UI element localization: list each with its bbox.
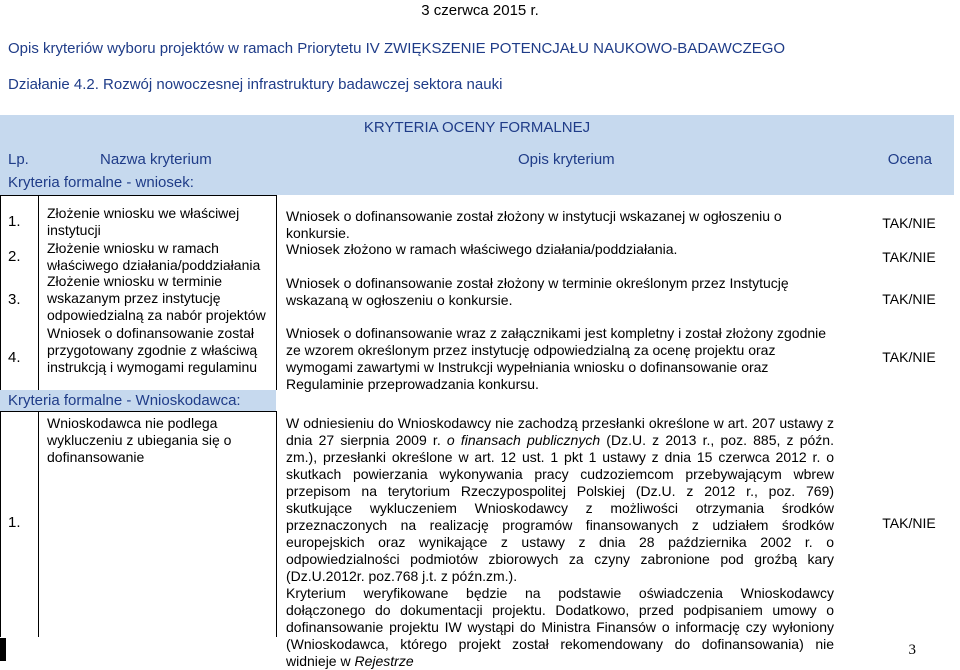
row-number: 4.	[8, 349, 21, 366]
criterion-name: Wnioskodawca nie podlega wykluczeniu z ubiegania się o dofinansowanie	[47, 415, 232, 465]
criterion-name: Złożenie wniosku we właściwej instytucji	[47, 205, 240, 238]
table-divider	[38, 411, 39, 637]
column-header-score: Ocena	[887, 151, 932, 168]
table-divider	[0, 195, 277, 196]
row-number: 2.	[8, 248, 21, 265]
table-divider	[0, 411, 277, 412]
criterion-name: Wniosek o dofinansowanie został przygotowany zgodnie z właściwą instrukcją i wymogami regulaminu	[47, 325, 258, 375]
table-divider	[0, 195, 1, 390]
criterion-description: Wniosek o dofinansowanie został złożony w terminie określonym przez Instytucję wskazaną w ogłoszeniu o konkursie.	[286, 275, 789, 308]
criterion-score: TAK/NIE	[882, 291, 936, 307]
section-label-applicant: Kryteria formalne - Wnioskodawca:	[8, 392, 241, 409]
criterion-description: Wniosek złożono w ramach właściwego działania/poddziałania.	[286, 241, 678, 257]
table-divider	[38, 195, 39, 390]
page-number: 3	[908, 642, 916, 658]
criterion-name: Złożenie wniosku w terminie wskazanym przez instytucję odpowiedzialną za nabór projektów	[47, 273, 266, 323]
section-label-application: Kryteria formalne - wniosek:	[8, 174, 194, 191]
description-italic-text: Rejestrze	[354, 653, 414, 669]
document-date: 3 czerwca 2015 r.	[421, 2, 539, 19]
row-number: 1.	[8, 514, 21, 531]
criterion-score: TAK/NIE	[882, 215, 936, 231]
criterion-score: TAK/NIE	[882, 249, 936, 265]
criterion-score: TAK/NIE	[882, 515, 936, 531]
table-divider	[0, 411, 1, 637]
criterion-description	[286, 415, 834, 670]
description-text: Kryterium weryfikowane będzie na podstawie oświadczenia Wnioskodawcy dołączonego do dokumentacji projektu. Dodatkowo, przed podpisaniem umowy o dofinansowanie projektu IW wystąpi do Ministra Finansów o informację czy wyłoniony (Wnioskodawca, którego projekt został rekomendowany do dofinansowania) nie widnieje w	[286, 585, 834, 669]
description-text: (Dz.U. z 2013 r., poz. 885, z późn. zm.), przesłanki określone w art. 12 ust. 1 pkt 1 ustawy z dnia 15 czerwca 2012 r. o skutkach powierzania wykonywania pracy cudzoziemcom przebywającym wbrew przepisom na terytorium Rzeczypospolitej Polskiej (Dz.U. z 2012 r., poz. 769) skutkujące wykluczeniem Wnioskodawcy z możliwości otrzymania środków przeznaczonych na realizację programów finansowanych z udziałem środków europejskich oraz wynikające z ustawy z dnia 28 października 2002 r. o odpowiedzialności podmiotów zbiorowych za czyny zabronione pod groźbą kary (Dz.U.2012r. poz.768 j.t. z późn.zm.).	[286, 432, 834, 584]
criterion-description: Wniosek o dofinansowanie wraz z załącznikami jest kompletny i został złożony zgodnie ze wzorem określonym przez instytucję odpowiedzialną za ocenę projektu oraz wymogami zawartymi w Instrukcji wypełniania wniosku o dofinansowanie oraz Regulaminie przeprowadzania konkursu.	[286, 325, 827, 392]
column-header-name: Nazwa kryterium	[100, 151, 212, 168]
criterion-score: TAK/NIE	[882, 349, 936, 365]
document-subtitle: Działanie 4.2. Rozwój nowoczesnej infrastruktury badawczej sektora nauki	[8, 76, 503, 93]
column-header-description: Opis kryterium	[518, 151, 615, 168]
page-edge-mark	[0, 638, 6, 661]
description-italic-text: o finansach publicznych	[446, 432, 601, 448]
table-title: KRYTERIA OCENY FORMALNEJ	[363, 119, 591, 136]
column-header-lp: Lp.	[8, 151, 29, 168]
row-number: 3.	[8, 291, 21, 308]
document-title: Opis kryteriów wyboru projektów w ramach Priorytetu IV ZWIĘKSZENIE POTENCJAŁU NAUKOWO-BADAWCZEGO	[8, 40, 786, 57]
criterion-description: Wniosek o dofinansowanie został złożony w instytucji wskazanej w ogłoszeniu o konkursie.	[286, 208, 782, 241]
criterion-name: Złożenie wniosku w ramach właściwego działania/poddziałania	[47, 240, 261, 273]
description-text: W odniesieniu do Wnioskodawcy nie zachodzą przesłanki określone w art. 207 ustawy z dnia 27 sierpnia 2009 r.	[286, 415, 834, 448]
row-number: 1.	[8, 213, 21, 230]
